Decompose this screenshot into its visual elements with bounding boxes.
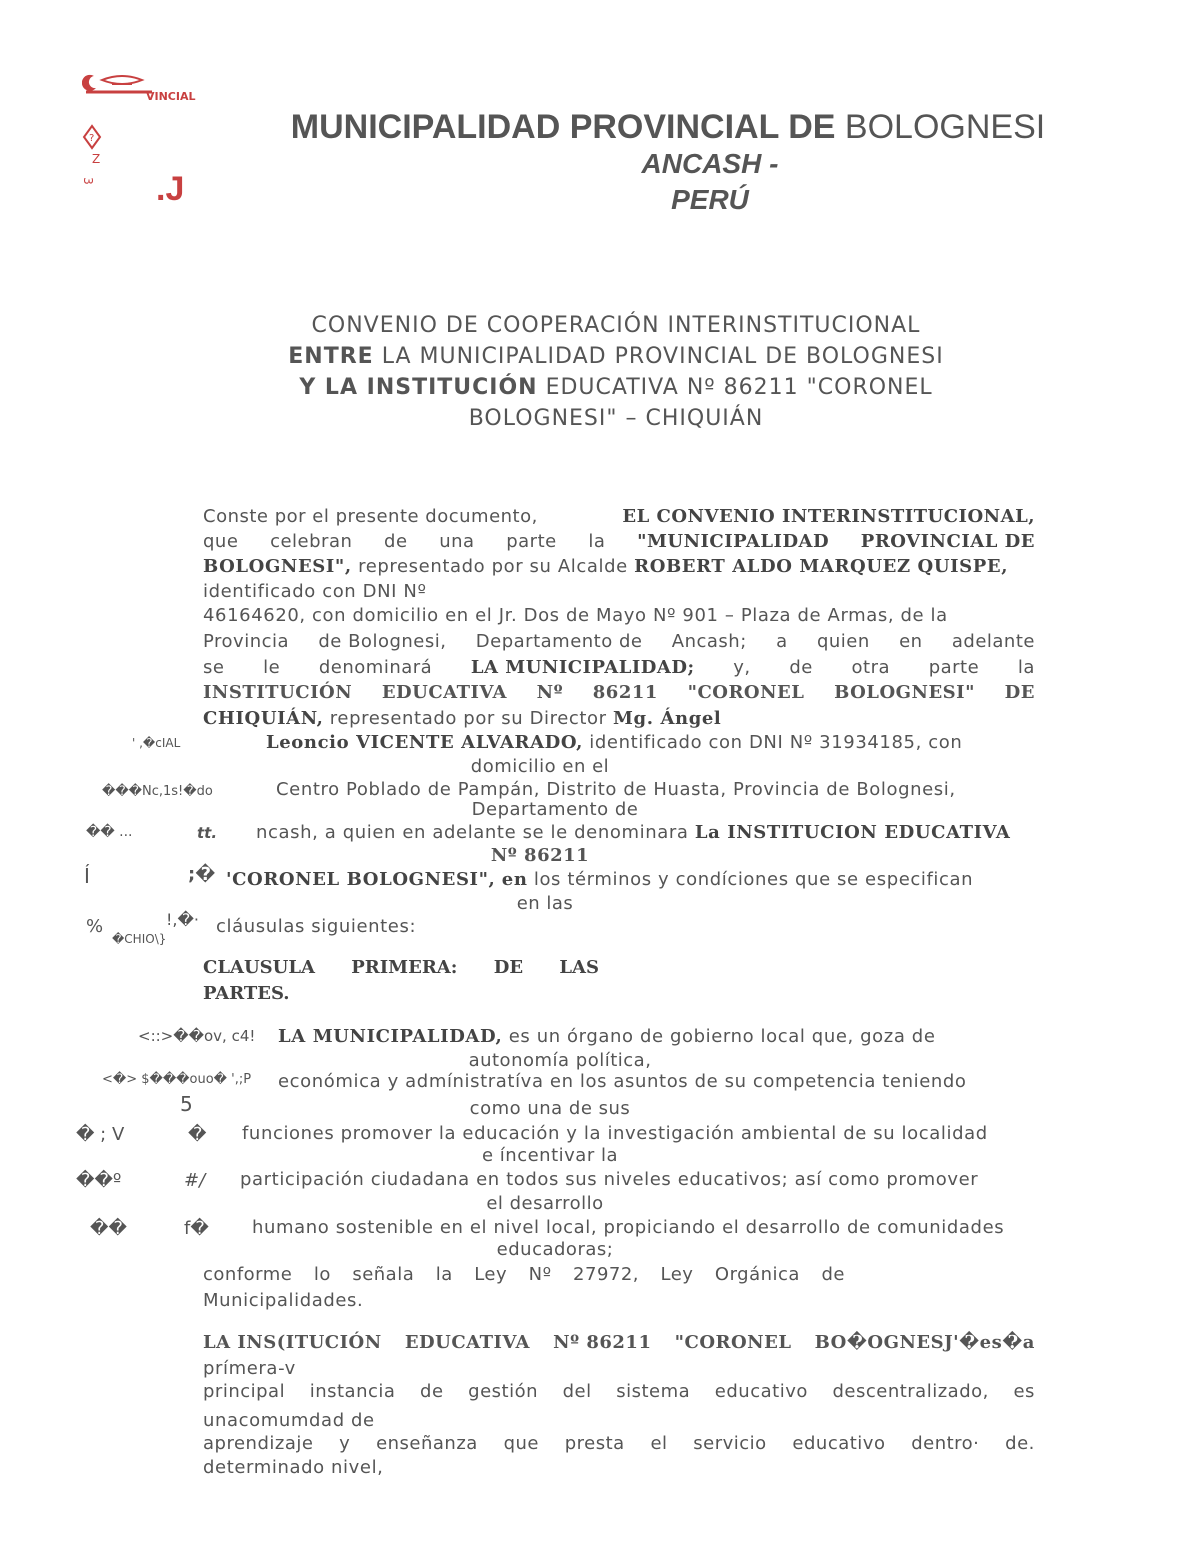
clause-line: LA MUNICIPALIDAD, es un órgano de gobierno local que, goza de — [278, 1026, 936, 1047]
intro-line: Provincia de Bolognesi, Departamento de Ancash; a quien en adelante — [203, 631, 1035, 652]
clause-line: determinado nivel, — [203, 1457, 384, 1478]
seal-text: 3 — [80, 177, 95, 185]
clause-line: aprendizaje y enseñanza que presta el servicio educativo dentro· de. — [203, 1433, 1035, 1454]
clause-line: humano sostenible en el nivel local, propiciando el desarrollo de comunidades — [252, 1217, 1005, 1238]
clause-heading: CLAUSULA PRIMERA: DE LAS — [203, 957, 599, 978]
seal-text: Z — [92, 152, 101, 166]
stamp-overlay-text: <�> $���ouo� ',;P — [102, 1072, 252, 1087]
stamp-overlay-text: Í — [84, 864, 90, 888]
clause-line: educadoras; — [496, 1239, 614, 1260]
stamp-overlay-text: � ; V — [76, 1124, 125, 1145]
seal-letter: .J — [156, 170, 185, 208]
page-subtitle-country: PERÚ — [671, 184, 749, 215]
intro-line: ncash, a quien en adelante se le denominara La INSTITUCION EDUCATIVA — [256, 822, 1011, 843]
agreement-title-line: BOLOGNESI" – CHIQUIÁN — [468, 406, 764, 431]
clause-line: el desarrollo — [486, 1193, 604, 1214]
stamp-overlay-text: % — [86, 916, 104, 937]
intro-line: Centro Poblado de Pampán, Distrito de Huasta, Provincia de Bolognesi, — [276, 779, 956, 800]
clause-line: como una de sus — [469, 1098, 631, 1119]
intro-line: domicilio en el — [470, 756, 610, 777]
clause-line: principal instancia de gestión del sistema educativo descentralizado, es — [203, 1381, 1035, 1402]
agreement-title-line: Y LA INSTITUCIÓN EDUCATIVA Nº 86211 "CORONEL — [299, 375, 933, 400]
intro-line: BOLOGNESI", representado por su Alcalde ROBERT ALDO MARQUEZ QUISPE, — [203, 556, 1009, 577]
clause-line: económica y admínistratíva en los asuntos de su competencia teniendo — [278, 1071, 967, 1092]
clause-line: autonomía política, — [468, 1050, 652, 1071]
intro-line: identificado con DNI Nº — [203, 581, 427, 602]
clause-line: Municipalidades. — [203, 1290, 364, 1311]
clause-line: unacomumdad de — [203, 1410, 375, 1431]
clause-line: e íncentivar la — [482, 1145, 618, 1166]
intro-line: Leoncio VICENTE ALVARADO, identificado con DNI Nº 31934185, con — [266, 732, 963, 753]
stamp-overlay-text: � — [188, 1124, 207, 1145]
intro-line: 'CORONEL BOLOGNESI", en los términos y condíciones que se especifican — [226, 869, 974, 890]
stamp-overlay-text: tt. — [197, 824, 218, 842]
svg-text:?: ? — [89, 133, 95, 144]
stamp-overlay-text: <::>��ov, c4! — [138, 1027, 256, 1045]
stamp-overlay-text: ' ,�cIAL — [132, 736, 181, 750]
page-subtitle-region: ANCASH - — [641, 148, 779, 179]
intro-line: Departamento de — [471, 799, 639, 820]
stamp-overlay-text: 5 — [180, 1092, 193, 1116]
stamp-overlay-text: ;� — [188, 864, 216, 885]
seal-text: VINCIAL — [146, 90, 196, 103]
stamp-overlay-text: ��º — [76, 1170, 122, 1191]
agreement-title-line: CONVENIO DE COOPERACIÓN INTERINSTITUCIONAL — [311, 313, 921, 338]
clause-line: LA INS(ITUCIÓN EDUCATIVA Nº 86211 "CORONEL BO�OGNESJ'�es�a — [203, 1332, 1035, 1353]
clause-line: participación ciudadana en todos sus niveles educativos; así como promover — [240, 1169, 979, 1190]
clause-line: conforme lo señala la Ley Nº 27972, Ley Orgánica de — [203, 1264, 845, 1285]
intro-line: CHIQUIÁN, representado por su Director Mg. Ángel — [203, 708, 722, 729]
intro-line: cláusulas siguientes: — [216, 916, 417, 937]
intro-line: INSTITUCIÓN EDUCATIVA Nº 86211 "CORONEL BOLOGNESI" DE — [203, 682, 1035, 703]
clause-heading: PARTES. — [203, 983, 290, 1004]
stamp-overlay-text: #/ — [184, 1170, 206, 1191]
stamp-overlay-text: !,�· — [166, 910, 199, 929]
intro-line: Nº 86211 — [490, 845, 590, 866]
stamp-overlay-text: ���Nc,1s!�do — [102, 784, 213, 799]
stamp-overlay-text: �CHIO\} — [112, 932, 167, 946]
clause-line: funciones promover la educación y la investigación ambiental de su localidad — [242, 1123, 988, 1144]
intro-line: en las — [516, 893, 574, 914]
stamp-overlay-text: f� — [184, 1218, 209, 1239]
intro-line: 46164620, con domicilio en el Jr. Dos de Mayo Nº 901 – Plaza de Armas, de la — [203, 605, 948, 626]
page-title: MUNICIPALIDAD PROVINCIAL DE BOLOGNESI — [290, 108, 1046, 146]
intro-line: que celebran de una parte la "MUNICIPALIDAD PROVINCIAL DE — [203, 531, 1035, 552]
intro-line: Conste por el presente documento, EL CONVENIO INTERINSTITUCIONAL, — [203, 506, 1035, 527]
stamp-overlay-text: �� ... — [86, 824, 133, 840]
agreement-title-line: ENTRE LA MUNICIPALIDAD PROVINCIAL DE BOLOGNESI — [288, 344, 944, 369]
stamp-overlay-text: �� — [90, 1218, 127, 1239]
clause-line: prímera-v — [203, 1358, 296, 1379]
intro-line: se le denominará LA MUNICIPALIDAD; y, de otra parte la — [203, 657, 1035, 678]
